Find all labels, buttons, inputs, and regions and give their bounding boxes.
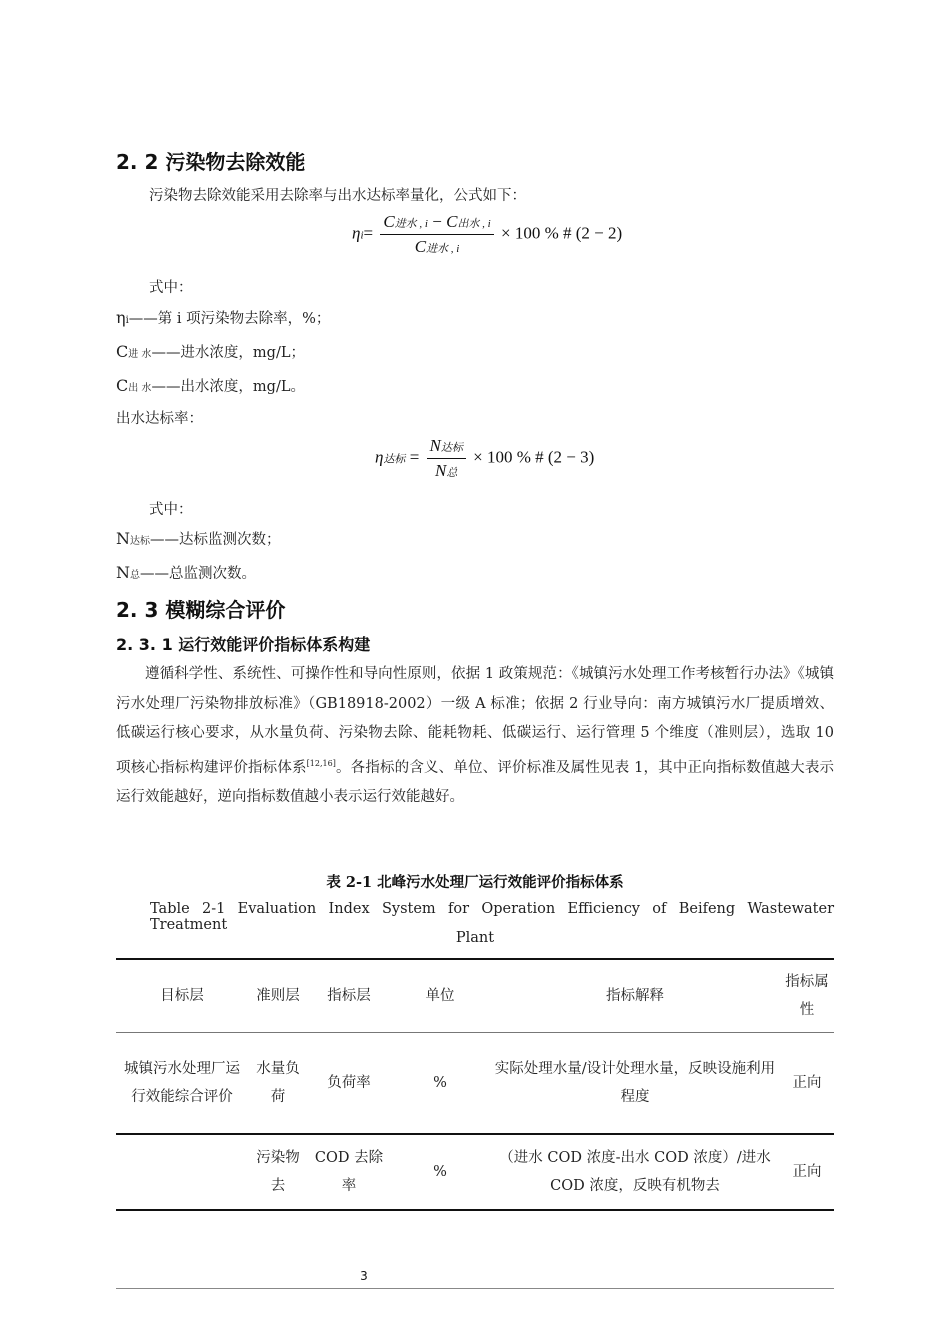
- formula-c-in-sub: 进水 , i: [394, 218, 428, 230]
- def-n-standard: [116, 528, 281, 549]
- header-target-layer: 目标层: [116, 959, 248, 1033]
- section-heading-2-3: 2. 3 模糊综合评价: [116, 598, 286, 622]
- body-paragraph-b: 。各指标的含义、单位、评价标准及属性见表 1，其中正向指标数值越大表示运行效能越好，逆向指标数值越小表示运行效能越好。: [116, 759, 834, 805]
- formula-numerator: [380, 212, 493, 235]
- table-row: [116, 1134, 834, 1210]
- def-c-out-sub: 出 水: [128, 383, 152, 394]
- footer-rule: [116, 1288, 834, 1289]
- cell-index: COD 去除率: [308, 1134, 390, 1210]
- def-n-total-main: N: [116, 563, 130, 582]
- def-n-standard-main: N: [116, 529, 130, 548]
- formula2-n-den: N: [435, 461, 447, 480]
- formula-c-out: C: [446, 212, 458, 231]
- section-heading-2-2: 2. 2 污染物去除效能: [116, 150, 306, 174]
- formula2-denominator: [432, 459, 460, 481]
- formula2-eta: η: [375, 447, 384, 467]
- formula2-eta-sub: 达标: [383, 453, 406, 466]
- table-caption-cn: 表 2-1 北峰污水处理厂运行效能评价指标体系: [326, 874, 624, 891]
- def-c-in-sub: 进 水: [128, 349, 152, 360]
- formula2-tail: × 100 % # (2 − 3): [473, 447, 595, 467]
- cell-unit: %: [390, 1033, 490, 1135]
- cell-attribute: 正向: [780, 1134, 834, 1210]
- def-c-out-text: ——出水浓度，mg/L。: [151, 379, 305, 395]
- formula-c-den: C: [414, 237, 427, 256]
- header-attribute: 指标属性: [780, 959, 834, 1033]
- formula-eta-sub: i: [360, 229, 364, 242]
- formula-removal-rate: [352, 212, 622, 257]
- evaluation-index-table: [116, 958, 834, 1211]
- def-c-out-main: C: [116, 376, 129, 395]
- def-c-in-text: ——进水浓度，mg/L；: [151, 345, 305, 361]
- formula2-n-den-sub: 总: [446, 467, 458, 479]
- formula-tail: × 100 % # (2 − 2): [501, 223, 623, 243]
- cell-unit: %: [390, 1134, 490, 1210]
- def-eta-text: ——第 i 项污染物去除率，%；: [128, 311, 331, 327]
- formula-c-den-sub: 进水 , i: [426, 243, 460, 255]
- header-index-layer: 指标层: [308, 959, 390, 1033]
- table-row: [116, 1033, 834, 1135]
- header-unit: 单位: [390, 959, 490, 1033]
- table-header-row: [116, 959, 834, 1033]
- cell-criteria: 水量负荷: [248, 1033, 308, 1135]
- def-c-in-main: C: [116, 342, 129, 361]
- def-eta-sub: i: [125, 315, 129, 326]
- page-number: 3: [360, 1269, 368, 1283]
- body-paragraph-a: 遵循科学性、系统性、可操作性和导向性原则，依据 1 政策规范：《城镇污水处理工作考核暂行办法》《城镇污水处理厂污染物排放标准》（GB18918-2002）一级 A 标准；依据 2 行业导向：南方城镇污水厂提质增效、低碳运行核心要求，从水量负荷、污染物去除、能耗物耗、低碳运行、运行管理 5 个维度（准则层），选取 10 项核心指标构建评价指标体系: [116, 666, 834, 776]
- cell-criteria: 污染物去: [248, 1134, 308, 1210]
- formula2-fraction: [427, 436, 466, 481]
- compliance-rate-label: 出水达标率：: [116, 411, 203, 427]
- def-n-standard-sub: 达标: [130, 536, 150, 547]
- cell-explanation: 实际处理水量/设计处理水量，反映设施利用程度: [490, 1033, 780, 1135]
- formula-eq: =: [363, 223, 374, 243]
- table-caption-en-cont: Plant: [455, 930, 495, 946]
- formula2-n-num-sub: 达标: [440, 442, 463, 454]
- cell-index: 负荷率: [308, 1033, 390, 1135]
- formula-compliance-rate: [375, 436, 594, 481]
- formula-eta: η: [352, 223, 361, 243]
- def-n-total: [116, 562, 256, 583]
- def-n-standard-text: ——达标监测次数；: [150, 532, 281, 548]
- def-c-out: [116, 375, 305, 396]
- formula2-eq: =: [409, 447, 420, 467]
- cell-target: 城镇污水处理厂运行效能综合评价: [116, 1033, 248, 1135]
- def-c-in: [116, 341, 305, 362]
- formula-c-out-sub: 出水 , i: [457, 218, 491, 230]
- formula-minus: −: [432, 212, 442, 231]
- where-label-2: 式中：: [149, 502, 193, 518]
- def-eta-main: η: [116, 308, 126, 327]
- cell-attribute: 正向: [780, 1033, 834, 1135]
- body-paragraph: [116, 660, 834, 812]
- table-caption-en: Table 2-1 Evaluation Index System for Operation Efficiency of Beifeng Wastewater Treatment: [150, 901, 834, 933]
- formula-c-in: C: [383, 212, 395, 231]
- header-criteria-layer: 准则层: [248, 959, 308, 1033]
- def-eta: [116, 307, 330, 328]
- def-n-total-text: ——总监测次数。: [140, 566, 256, 582]
- where-label-1: 式中：: [149, 280, 193, 296]
- cell-target: [116, 1134, 248, 1210]
- citation-ref: [12,16]: [306, 758, 336, 768]
- formula2-n-num: N: [429, 436, 441, 455]
- header-explanation: 指标解释: [490, 959, 780, 1033]
- section-heading-2-3-1: 2. 3. 1 运行效能评价指标体系构建: [116, 635, 371, 654]
- cell-explanation: （进水 COD 浓度-出水 COD 浓度）/进水 COD 浓度，反映有机物去: [490, 1134, 780, 1210]
- formula2-numerator: [427, 436, 466, 459]
- def-n-total-sub: 总: [130, 570, 140, 581]
- formula-fraction: [380, 212, 493, 257]
- formula-denominator: [412, 235, 463, 257]
- intro-text: 污染物去除效能采用去除率与出水达标率量化，公式如下：: [149, 188, 526, 204]
